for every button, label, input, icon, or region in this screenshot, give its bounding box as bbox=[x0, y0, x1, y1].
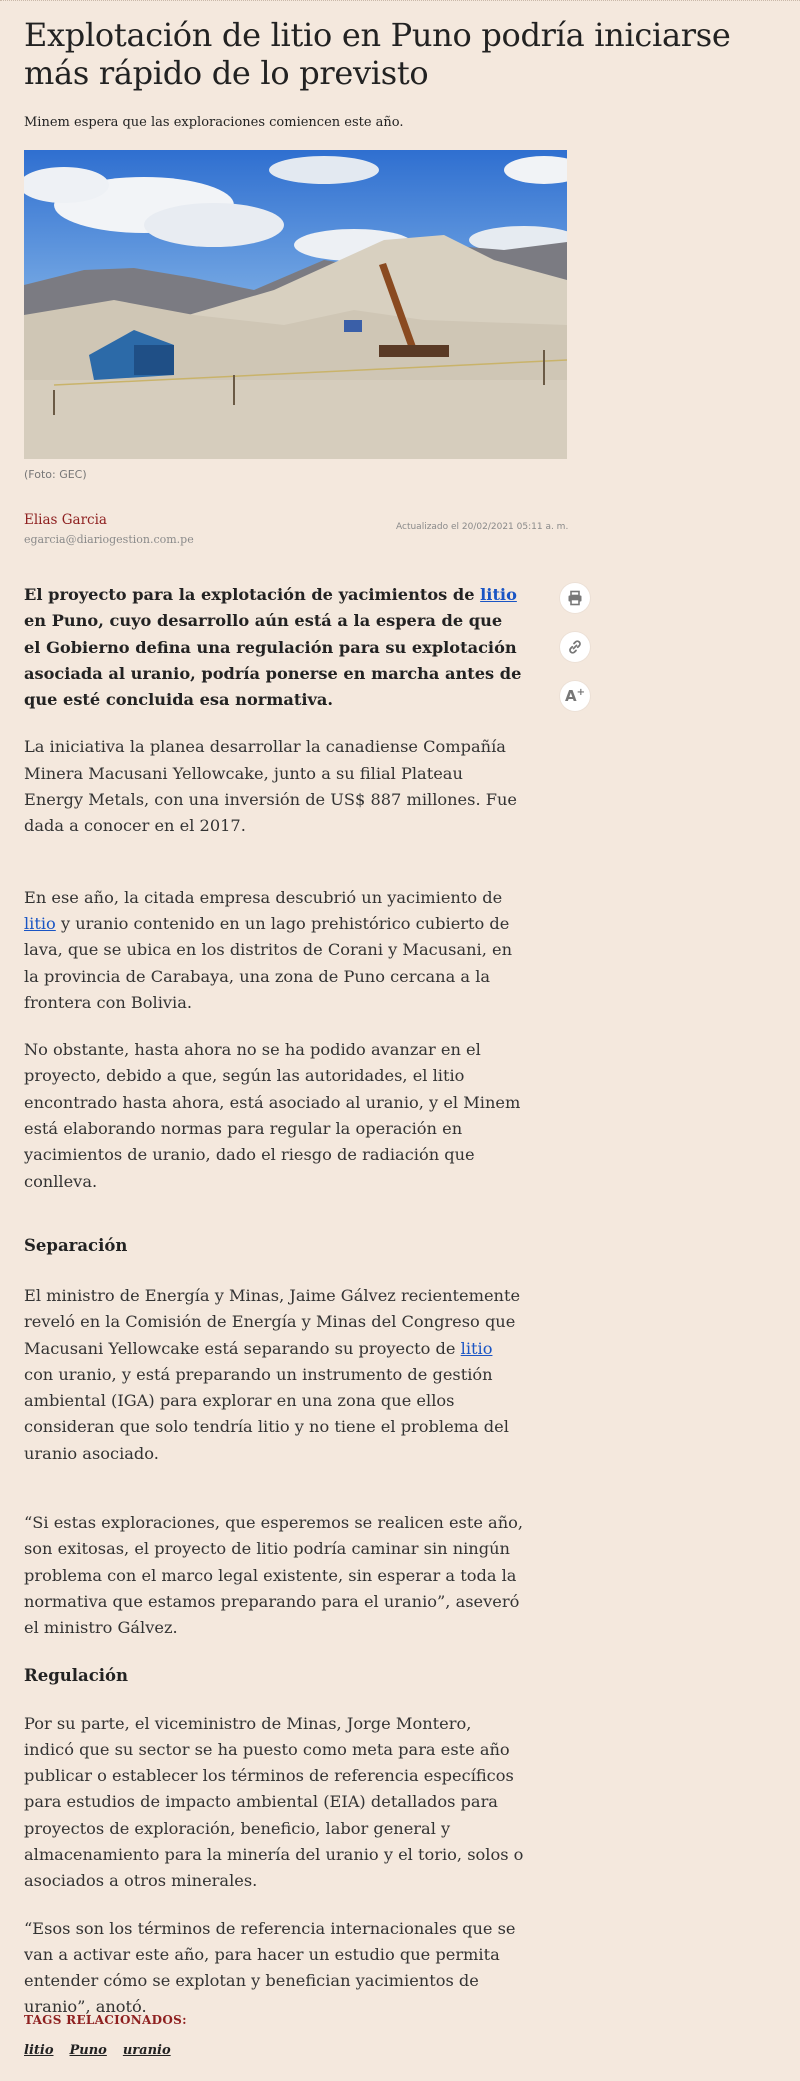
paragraph-text-start: El ministro de Energía y Minas, Jaime Gálvez recientemente reveló en la Comisión de Energía y Minas del Congreso que Macusani Yellowcake está separando su proyecto de bbox=[24, 1285, 521, 1358]
font-size-plus: + bbox=[576, 687, 585, 698]
article-subheadline: Minem espera que las exploraciones comiencen este año. bbox=[24, 115, 404, 130]
updated-timestamp: Actualizado el 20/02/2021 05:11 a. m. bbox=[396, 522, 569, 532]
author-name[interactable]: Elias Garcia bbox=[24, 512, 107, 528]
font-size-letter: A bbox=[565, 687, 577, 705]
article-photo bbox=[24, 150, 567, 459]
related-tags bbox=[24, 2043, 171, 2058]
article-body bbox=[24, 582, 524, 2021]
lead-text-end: en Puno, cuyo desarrollo aún está a la espera de que el Gobierno defina una regulación para su explotación asociada al uranio, podría ponerse en marcha antes de que esté concluida esa normativa. bbox=[24, 611, 522, 710]
top-dotted-rule bbox=[0, 0, 800, 1]
tag-link-litio[interactable]: litio bbox=[460, 1338, 493, 1358]
author-email: egarcia@diariogestion.com.pe bbox=[24, 533, 194, 546]
link-icon bbox=[567, 639, 583, 655]
font-size-icon bbox=[565, 687, 585, 705]
paragraph-text-start: En ese año, la citada empresa descubrió un yacimiento de bbox=[24, 887, 503, 907]
tag-litio[interactable]: litio bbox=[24, 2043, 54, 2058]
tag-link-litio[interactable]: litio bbox=[480, 585, 517, 604]
section-heading-separacion: Separación bbox=[24, 1235, 128, 1255]
paragraph-text-end: y uranio contenido en un lago prehistórico cubierto de lava, que se ubica en los distritos de Corani y Macusani, en la provincia de Carabaya, una zona de Puno cercana a la frontera con Bolivia. bbox=[24, 913, 513, 1012]
font-size-button[interactable] bbox=[560, 681, 590, 711]
quote-paragraph: “Si estas exploraciones, que esperemos se realicen este año, son exitosas, el proyecto de litio podría caminar sin ningún problema con el marco legal existente, sin esperar a toda la normativa que estamos preparando para el uranio”, aseveró el ministro Gálvez. bbox=[24, 1513, 524, 1638]
tag-link-litio[interactable]: litio bbox=[24, 913, 56, 933]
article-headline: Explotación de litio en Puno podría iniciarse más rápido de lo previsto bbox=[24, 16, 731, 92]
body-paragraph: Por su parte, el viceministro de Minas, Jorge Montero, indicó que su sector se ha puesto como meta para este año publicar o establecer los términos de referencia específicos para estudios de impacto ambiental (EIA) detallados para proyectos de exploración, beneficio, labor general y almacenamiento para la minería del uranio y el torio, solos o asociados a otros minerales. bbox=[24, 1713, 524, 1891]
section-heading-regulacion: Regulación bbox=[24, 1665, 129, 1685]
body-paragraph bbox=[24, 1283, 524, 1467]
body-paragraph bbox=[24, 885, 524, 1016]
printer-icon bbox=[567, 590, 583, 606]
tag-uranio[interactable]: uranio bbox=[122, 2043, 171, 2058]
lead-text-start: El proyecto para la explotación de yacimientos de bbox=[24, 585, 481, 604]
tag-puno[interactable]: Puno bbox=[69, 2043, 107, 2058]
related-tags-label: TAGS RELACIONADOS: bbox=[24, 2013, 187, 2027]
body-paragraph: No obstante, hasta ahora no se ha podido avanzar en el proyecto, debido a que, según las autoridades, el litio encontrado hasta ahora, está asociado al uranio, y el Minem está elaborando normas para regular la operación en yacimientos de uranio, dado el riesgo de radiación que conlleva. bbox=[24, 1040, 521, 1191]
body-paragraph: La iniciativa la planea desarrollar la canadiense Compañía Minera Macusani Yellowcake, junto a su filial Plateau Energy Metals, con una inversión de US$ 887 millones. Fue dada a conocer en el 2017. bbox=[24, 737, 517, 836]
photo-caption: (Foto: GEC) bbox=[24, 468, 87, 481]
share-toolbar bbox=[560, 583, 590, 730]
print-button[interactable] bbox=[560, 583, 590, 613]
lead-paragraph bbox=[24, 582, 524, 713]
quote-paragraph: “Esos son los términos de referencia internacionales que se van a activar este año, para hacer un estudio que permita entender cómo se explotan y benefician yacimientos de uranio”, anotó. bbox=[24, 1918, 516, 2017]
paragraph-text-end: con uranio, y está preparando un instrumento de gestión ambiental (IGA) para explorar en una zona que ellos consideran que solo tendría litio y no tiene el problema del uranio asociado. bbox=[24, 1364, 509, 1463]
copy-link-button[interactable] bbox=[560, 632, 590, 662]
